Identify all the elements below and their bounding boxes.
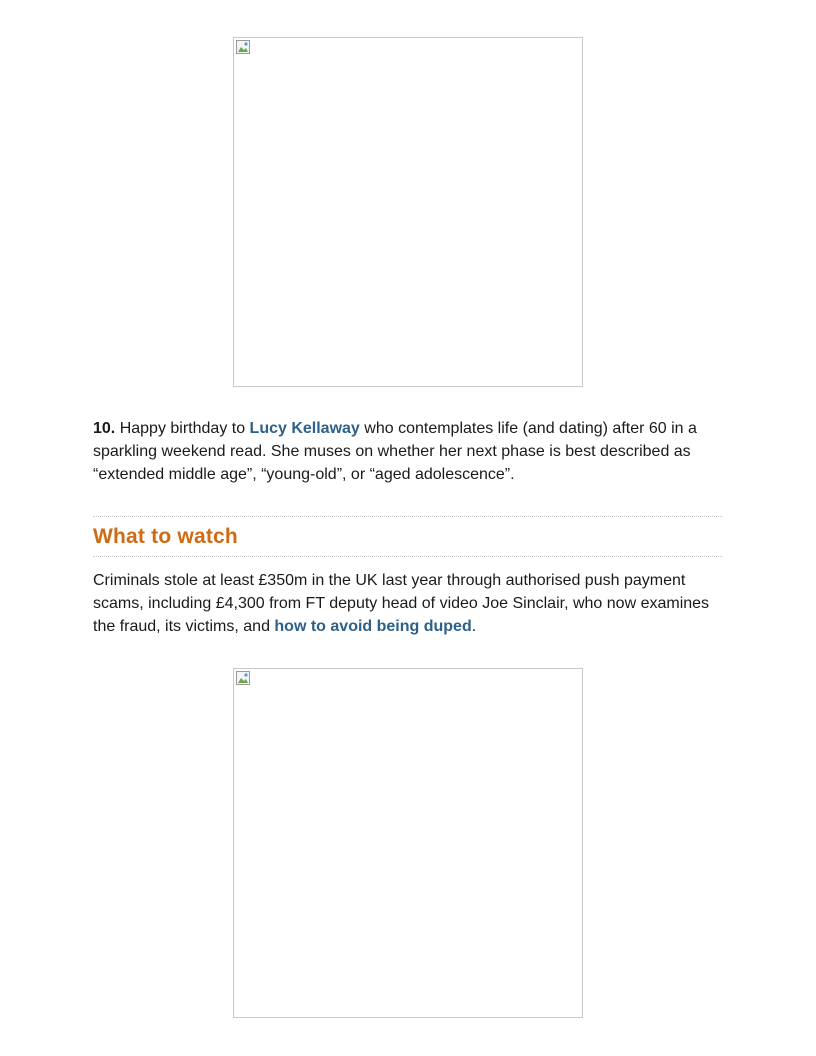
item-10-paragraph — [93, 417, 723, 486]
what-to-watch-heading: What to watch — [93, 525, 238, 548]
section-divider-bottom — [93, 556, 723, 557]
item-number: 10. — [93, 420, 116, 437]
what-to-watch-text-start: Criminals stole at least £350m in the UK last year through authorised push payment scams, including £4,300 from FT deputy head of video Joe Sinclair, who now examines the fraud, its victims, and — [93, 572, 710, 635]
item-10-text-end: who contemplates life (and dating) after 60 in a sparkling weekend read. She muses on whether her next phase is best described as “extended middle age”, “young-old”, or “aged adolescence”. — [93, 420, 697, 483]
article-image-bottom — [233, 668, 583, 1018]
item-10-text-start: Happy birthday to — [115, 420, 250, 437]
article-image-top — [233, 37, 583, 387]
lucy-kellaway-link[interactable]: Lucy Kellaway — [249, 420, 360, 437]
what-to-watch-paragraph — [93, 569, 723, 638]
section-divider-top — [93, 516, 723, 517]
what-to-watch-text-end: . — [471, 618, 477, 635]
avoid-being-duped-link[interactable]: how to avoid being duped — [274, 618, 472, 635]
broken-image-icon — [236, 40, 250, 54]
broken-image-icon — [236, 671, 250, 685]
